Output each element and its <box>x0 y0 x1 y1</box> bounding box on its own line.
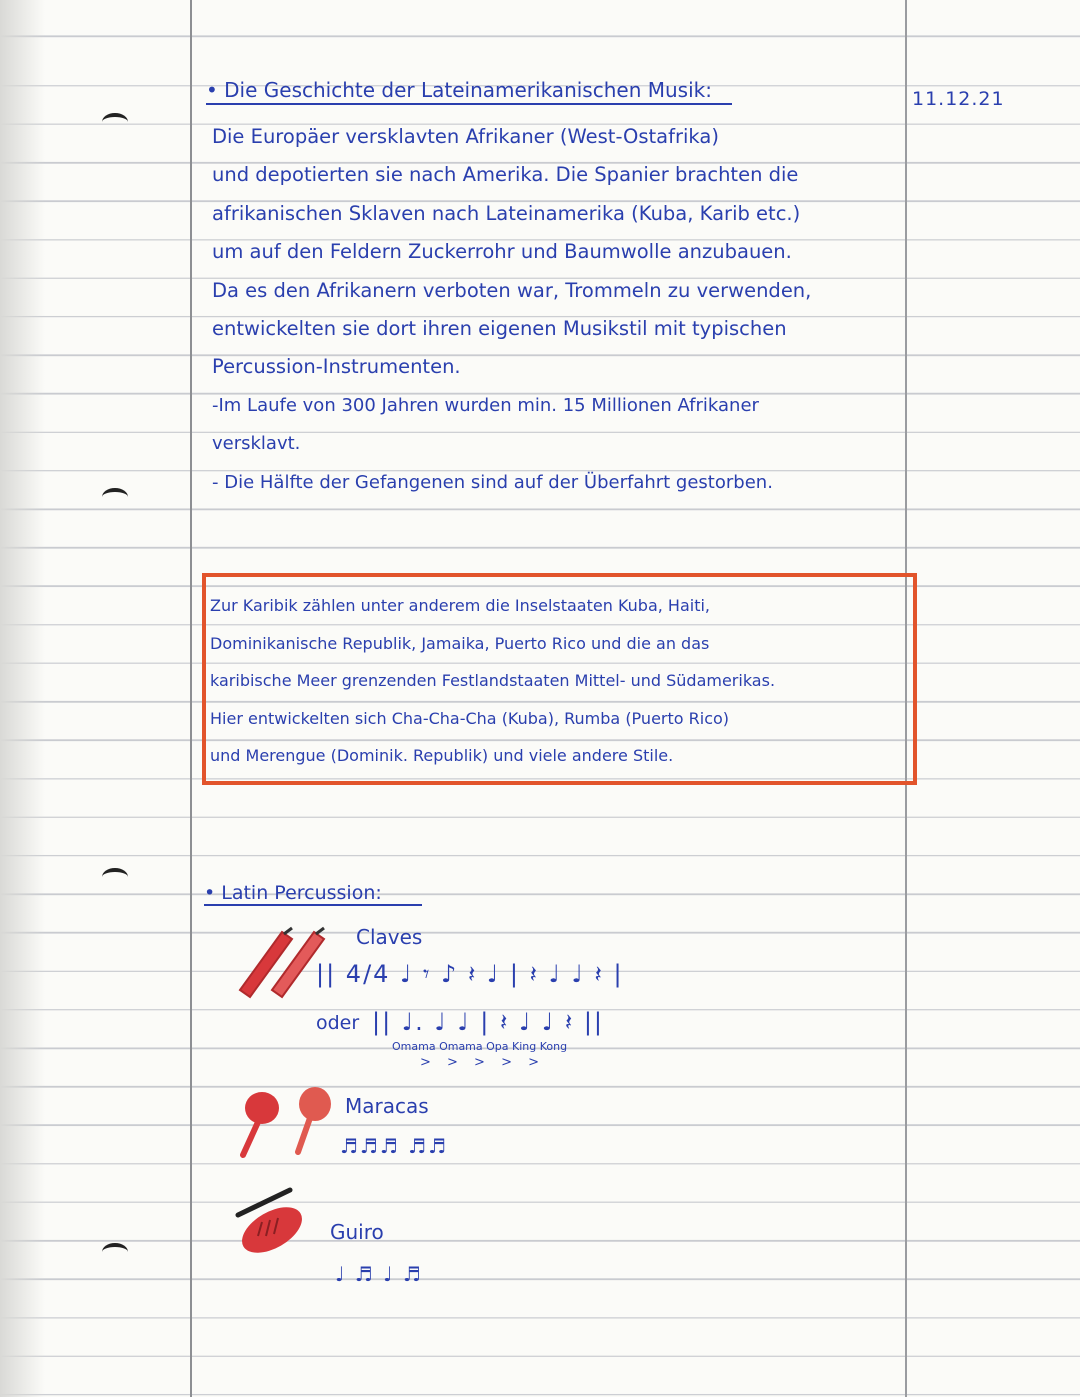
paragraph-line: um auf den Feldern Zuckerrohr und Baumwolle anzubauen. <box>212 240 792 264</box>
paragraph-line: Die Europäer versklavten Afrikaner (West-Ostafrika) <box>212 125 719 148</box>
box-line: karibische Meer grenzenden Festlandstaaten Mittel- und Südamerikas. <box>210 671 776 690</box>
paragraph-line: und depotierten sie nach Amerika. Die Spanier brachten die <box>212 163 799 187</box>
claves-label: Claves <box>356 925 423 949</box>
paragraph-line: Percussion-Instrumenten. <box>212 355 461 379</box>
claves-oder: oder <box>316 1012 360 1034</box>
paragraph-line: afrikanischen Sklaven nach Lateinamerika (Kuba, Karib etc.) <box>212 201 801 225</box>
claves-rhythm-1: || 4/4 ♩ 𝄾 ♪ 𝄽 ♩ | 𝄽 ♩ ♩ 𝄽 | <box>316 960 624 988</box>
maracas-icon <box>243 1087 331 1155</box>
claves-rhythm-2: || ♩. ♩ ♩ | 𝄽 ♩ ♩ 𝄽 || <box>372 1008 605 1036</box>
box-line: Hier entwickelten sich Cha-Cha-Cha (Kuba), Rumba (Puerto Rico) <box>210 708 730 728</box>
guiro-icon <box>234 1190 309 1262</box>
claves-accents: > > > > > <box>420 1055 545 1070</box>
page-title: • Die Geschichte der Lateinamerikanischen Musik: <box>206 78 732 105</box>
maracas-label: Maracas <box>345 1094 429 1118</box>
maracas-rhythm: ♬♬♬ ♬♬ <box>340 1134 449 1158</box>
claves-icon <box>240 928 324 997</box>
paragraph-line: -Im Laufe von 300 Jahren wurden min. 15 Millionen Afrikaner <box>212 394 759 416</box>
box-line: Dominikanische Republik, Jamaika, Puerto Rico und die an das <box>210 633 710 653</box>
date: 11.12.21 <box>912 88 1005 110</box>
percussion-heading: • Latin Percussion: <box>204 882 422 906</box>
paragraph-line: entwickelten sie dort ihren eigenen Musikstil mit typischen <box>212 316 787 340</box>
box-line: und Merengue (Dominik. Republik) und viele andere Stile. <box>210 746 674 765</box>
guiro-label: Guiro <box>330 1220 384 1244</box>
paragraph-line: versklavt. <box>212 433 301 455</box>
box-line: Zur Karibik zählen unter anderem die Inselstaaten Kuba, Haiti, <box>210 596 710 615</box>
paragraph-line: Da es den Afrikanern verboten war, Trommeln zu verwenden, <box>212 278 812 302</box>
claves-lyrics: Omama Omama Opa King Kong <box>392 1040 568 1053</box>
paragraph-line: - Die Hälfte der Gefangenen sind auf der Überfahrt gestorben. <box>212 471 773 493</box>
guiro-rhythm: ♩ ♬ ♩ ♬ <box>335 1262 423 1286</box>
